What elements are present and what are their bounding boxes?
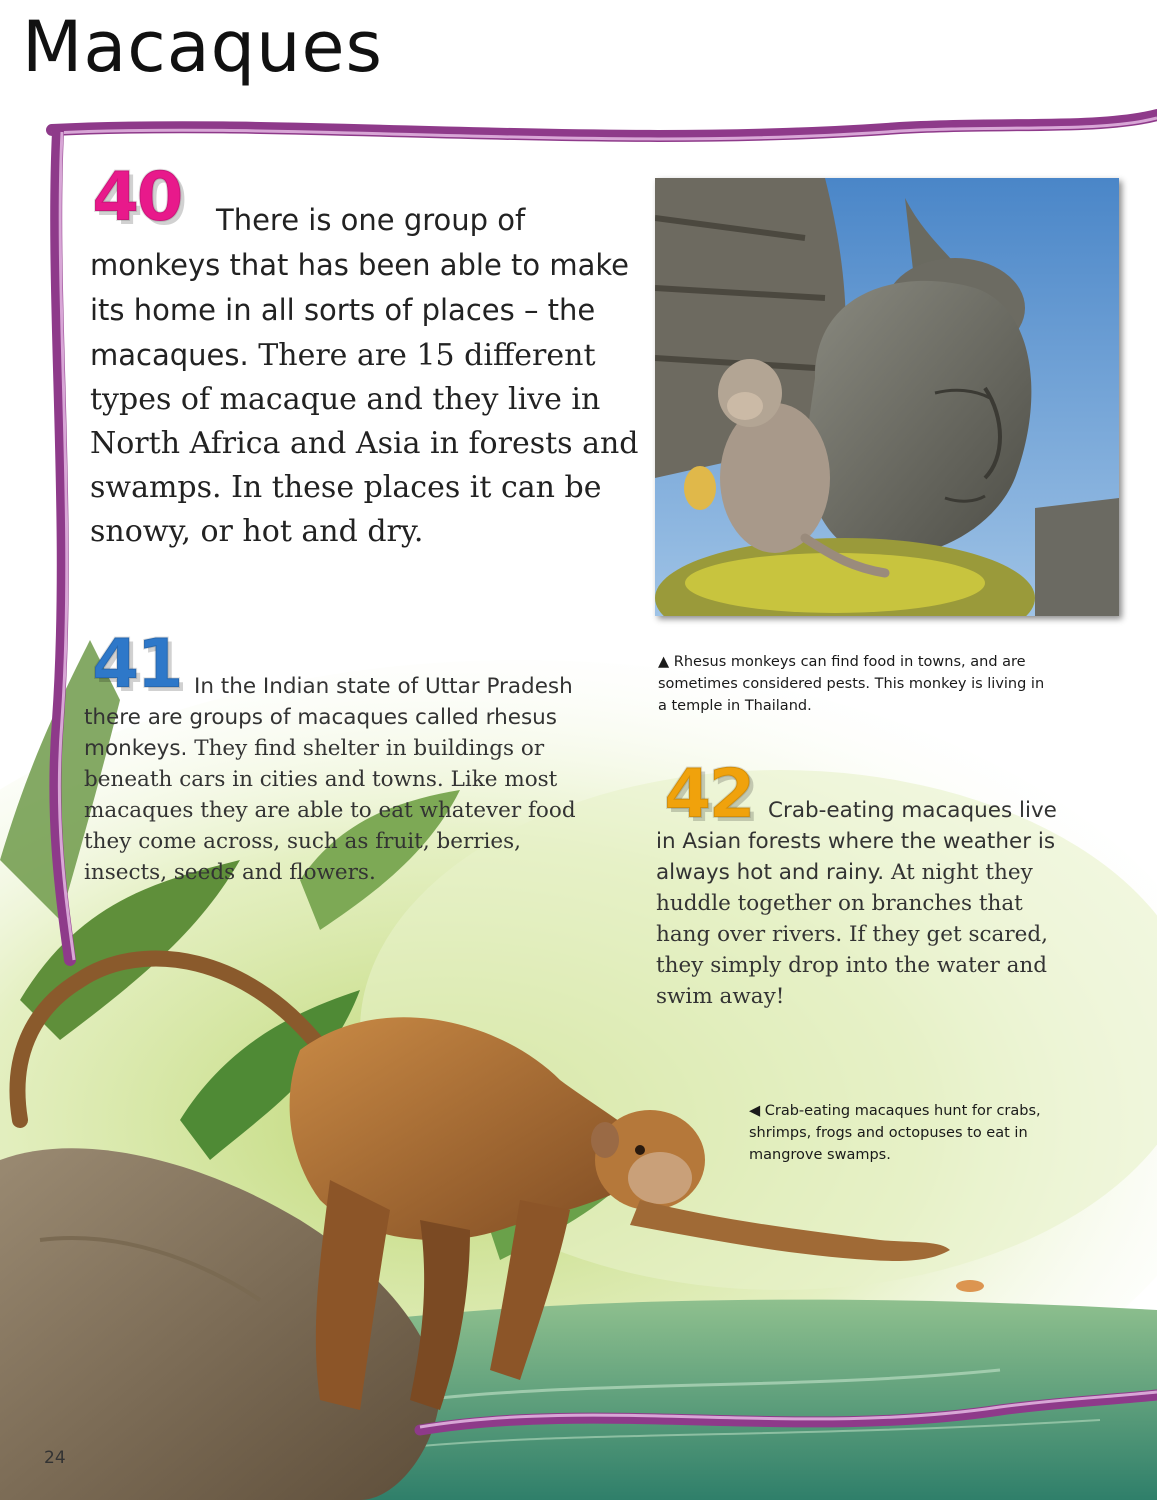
fact-body: There are 15 different types of macaque and they live in North Africa and Asia in forests and swamps. In these places it can be snowy, or hot and dry. [90,338,639,549]
fact-body: At night they huddle together on branches that hang over rivers. If they get scared, they simply drop into the water and swim away! [656,860,1048,1009]
fact-lead: Crab-eating macaques live in Asian forests where the weather is always hot and rainy. [656,798,1057,885]
fact-number: 41 [92,625,181,704]
fact-number: 42 [664,755,753,834]
page-title: Macaques [22,6,384,88]
fact-text [656,795,1066,1012]
fact-text [90,198,645,554]
fact-text [84,671,594,888]
illustration-caption: ◀ Crab-eating macaques hunt for crabs, shrimps, frogs and octopuses to eat in mangrove swamps. [749,1103,1041,1163]
photo-caption: ▲ Rhesus monkeys can find food in towns, and are sometimes considered pests. This monkey is living in a temple in Thailand. [658,654,1045,714]
fact-lead: In the Indian state of Uttar Pradesh there are groups of macaques called rhesus monkeys. [84,674,573,761]
fact-number: 40 [92,158,181,237]
fact-body: They find shelter in buildings or beneath cars in cities and towns. Like most macaques they are able to eat whatever food they come across, such as fruit, berries, insects, seeds and flowers. [84,736,576,885]
temple-monkey-photo [655,178,1119,616]
fact-lead: There is one group of monkeys that has been able to make its home in all sorts of places – the macaques. [90,203,629,372]
page-number: 24 [44,1448,66,1468]
